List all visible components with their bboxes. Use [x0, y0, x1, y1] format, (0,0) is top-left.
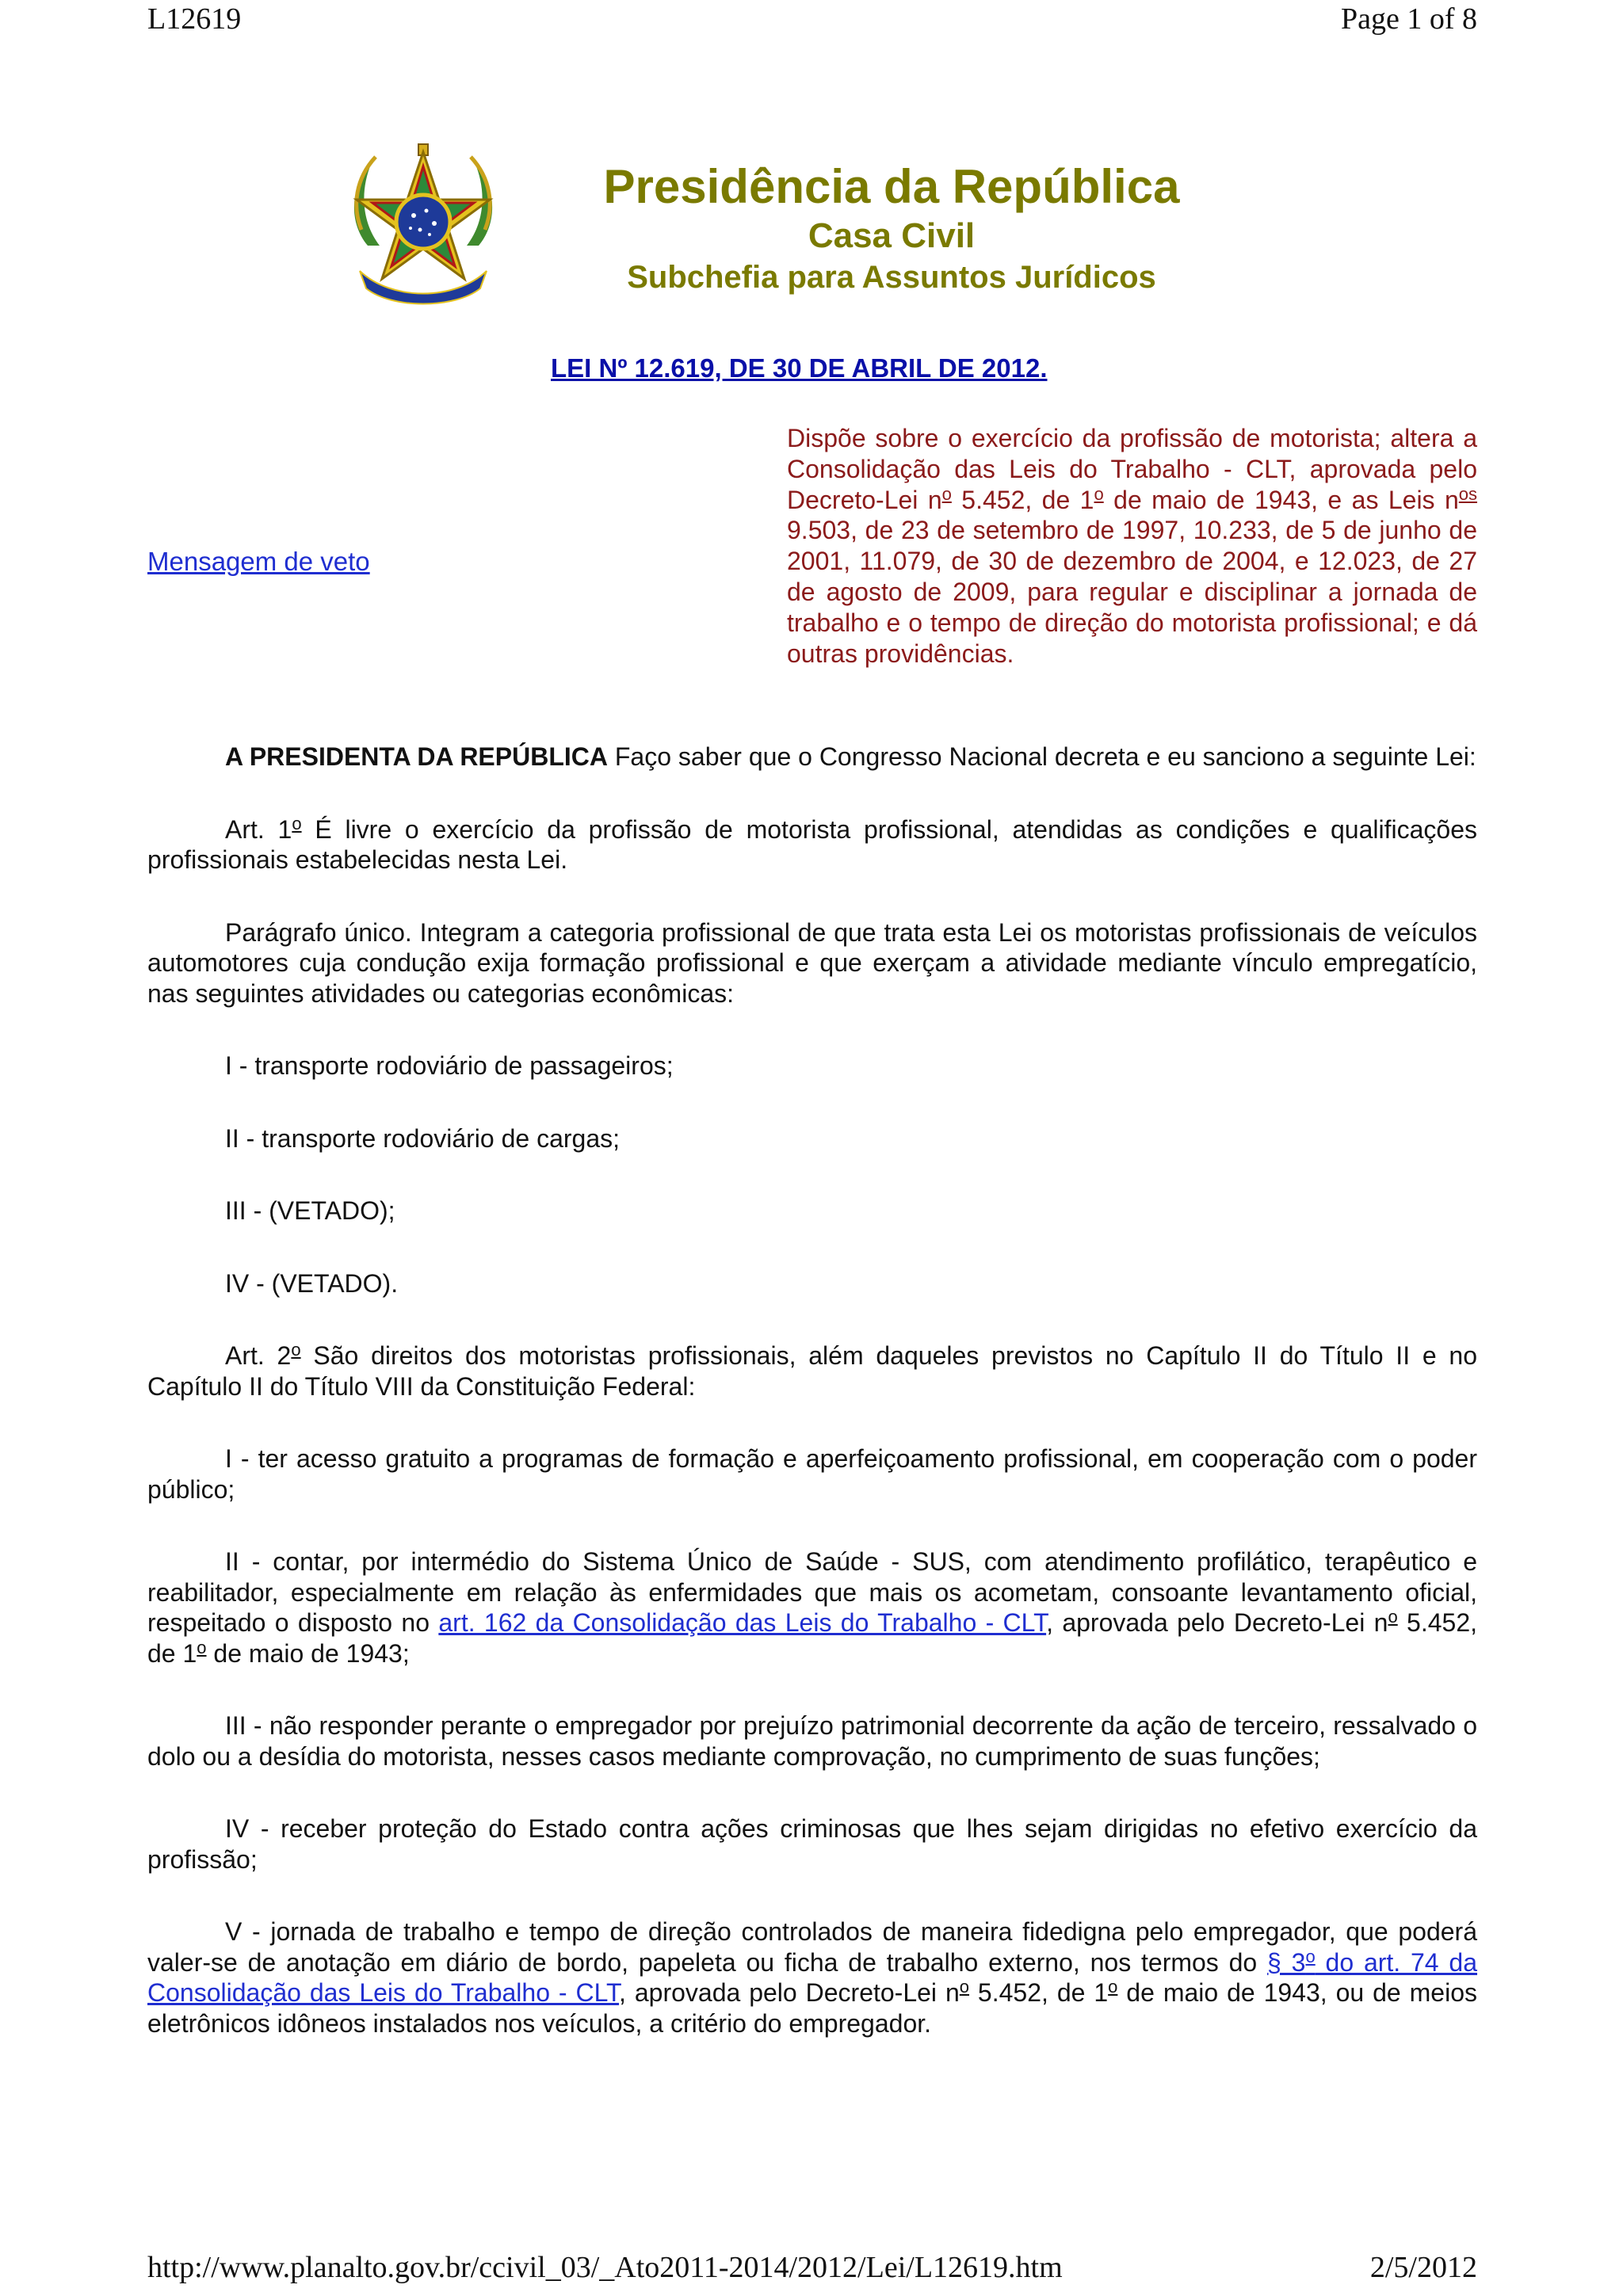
masthead-subtitle: Casa Civil — [808, 216, 976, 255]
article-1-item: I - transporte rodoviário de passageiros; — [225, 1051, 674, 1080]
footer-url: http://www.planalto.gov.br/ccivil_03/_Ato2011-2014/2012/Lei/L12619.htm — [147, 2251, 1063, 2284]
veto-message-link[interactable]: Mensagem de veto — [147, 547, 370, 576]
article-1: Art. 1$^o$ É livre o exercício da profissão de motorista profissional, atendidas as condições e qualificações profissionais estabelecidas nesta Lei. — [147, 813, 1478, 874]
brazil-coat-of-arms-icon — [342, 141, 504, 317]
header-page-info: Page 1 of 8 — [1340, 2, 1477, 36]
article-1-item: II - transporte rodoviário de cargas; — [225, 1123, 621, 1153]
footer-date: 2/5/2012 — [1369, 2251, 1477, 2284]
article-2-item-v: V - jornada de trabalho e tempo de direção controlados de maneira fidedigna pelo empregador, que poderá valer-se de anotação em diário de bordo, papeleta ou ficha de trabalho externo, nos termos do § 3$^o$ do art. 74 da Consolidação das Leis do Trabalho - CLT, aprovada pelo Decreto-Lei $n^o$ 5.452, de 1$^o$ de maio de 1943, ou de meios eletrônicos idôneos instalados nos veículos, a critério do empregador. — [147, 1917, 1478, 2038]
law-ementa: Dispõe sobre o exercício da profissão de motorista; altera a Consolidação das Leis do Trabalho - CLT, aprovada pelo Decreto-Lei $n^o$ 5.452, de 1$^o$ de maio de 1943, e as Leis $n^{os}$ 9.503, de 23 de setembro de 1997, 10.233, de 5 de junho de 2001, 11.079, de 30 de dezembro de 2004, e 12.023, de 27 de agosto de 2009, para regular e disciplinar a jornada de trabalho e o tempo de direção do motorista profissional; e dá outras providências. — [787, 424, 1478, 668]
article-2-item-iv: IV - receber proteção do Estado contra ações criminosas que lhes sejam dirigidas no efetivo exercício da profissão; — [147, 1814, 1477, 1874]
masthead-title: Presidência da República — [603, 160, 1180, 213]
clt-art-74-link[interactable]: § 3$^o$ do art. 74 da Consolidação das Leis do Trabalho - CLT — [147, 1946, 1478, 2007]
article-2-item-ii: II - contar, por intermédio do Sistema Único de Saúde - SUS, com atendimento profilático, terapêutico e reabilitador, especialmente em relação às enfermidades que mais os acometam, consoante levantamento oficial, respeitado o disposto no art. 162 da Consolidação das Leis do Trabalho - CLT, aprovada pelo Decreto-Lei $n^o$ 5.452, de 1$^o$ de maio de 1943; — [147, 1547, 1478, 1668]
article-1-paragraph: Parágrafo único. Integram a categoria profissional de que trata esta Lei os motoristas profissionais de veículos automotores cuja condução exija formação profissional e que exerçam a atividade mediante vínculo empregatício, nas seguintes atividades ou categorias econômicas: — [147, 917, 1477, 1008]
header-doc-id: L12619 — [147, 2, 242, 36]
article-2-item-i: I - ter acesso gratuito a programas de formação e aperfeiçoamento profissional, em cooperação com o poder público; — [147, 1444, 1477, 1504]
article-2: Art. 2$^o$ São direitos dos motoristas profissionais, além daqueles previstos no Capítulo II do Título II e no Capítulo II do Título VIII da Constituição Federal: — [147, 1340, 1478, 1401]
law-title[interactable]: LEI Nº 12.619, DE 30 DE ABRIL DE 2012. — [551, 353, 1048, 383]
masthead — [507, 158, 1276, 298]
masthead-subtitle2: Subchefia para Assuntos Jurídicos — [627, 260, 1156, 295]
article-1-item: IV - (VETADO). — [225, 1268, 399, 1298]
article-1-item: III - (VETADO); — [225, 1196, 395, 1225]
clt-art-162-link[interactable]: art. 162 da Consolidação das Leis do Trabalho - CLT — [438, 1608, 1047, 1637]
law-body — [147, 742, 1477, 2081]
article-2-item-iii: III - não responder perante o empregador por prejuízo patrimonial decorrente da ação de terceiro, ressalvado o dolo ou a desídia do motorista, nesses casos mediante comprovação, no cumprimento de suas funções; — [147, 1711, 1477, 1771]
preamble: A PRESIDENTA DA REPÚBLICA Faço saber que o Congresso Nacional decreta e eu sanciono a seguinte Lei: — [225, 742, 1476, 771]
